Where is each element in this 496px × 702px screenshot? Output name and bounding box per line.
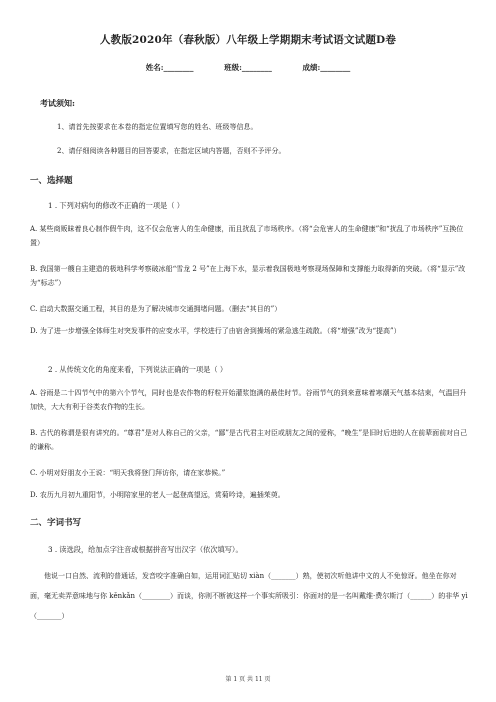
notice-heading: 考试须知:	[40, 98, 75, 108]
page-footer: 第 1 页 共 11 页	[225, 676, 271, 683]
section-heading-choice: 一、选择题	[30, 176, 73, 186]
class-field[interactable]: 班级:________	[224, 63, 272, 72]
question-3-passage: 他说一口自然、流利的普通话，发音咬字准确自如，运用词汇贴切 xiàn（_______）熟，使初次听他讲中文的人不免惊讶。他坐在你对面，毫无卖弄意味地与你 kěnkǎn（________）而谈，你则不断被这样一个事实所吸引：你面对的是一名叫戴维·费尔斯汀（______）的非华 yì（_______）	[30, 572, 468, 620]
notice-item: 2、请仔细阅读各种题目的回答要求，在指定区域内答题，否则不予评分。	[57, 147, 286, 155]
question-1-option-b: B. 我国第一艘自主建造的极地科学考察破冰船“雪龙 2 号”在上海下水，显示着我国极地考察现场保障和支撑能力取得新的突破。（将“显示”改为“标志”）	[30, 265, 466, 287]
question-1-stem: 1 . 下列对病句的修改不正确的一项是（ ）	[48, 201, 184, 210]
question-3-stem: 3 . 读选段，给加点字注音或根据拼音写出汉字（依次填写）。	[48, 545, 243, 554]
question-2-option-d: D. 农历九月初九重阳节，小明陪家里的老人一起登高望远，赏菊吟诗，遍插茱萸。	[30, 491, 285, 499]
question-1-option-a: A. 某些商贩昧着良心制作假牛肉，这不仅会危害人的生命健康，而且扰乱了市场秩序。（将“会危害人的生命健康”和“扰乱了市场秩序”互换位置）	[30, 225, 464, 247]
score-field[interactable]: 成绩:________	[302, 63, 351, 72]
question-2-option-c: C. 小明对好朋友小王说：“明天我将登门拜访你，请在家恭候。”	[30, 469, 226, 477]
question-2-stem: 2 . 从传统文化的角度来看，下列说法正确的一项是（ ）	[48, 365, 228, 374]
page-title: 人教版2020年（春秋版）八年级上学期期末考试语文试题D卷	[99, 34, 397, 46]
question-2-option-a: A. 谷雨是二十四节气中的第六个节气，同时也是农作物的籽粒开始灌浆饱满的最佳时节。谷雨节气的到来意味着寒潮天气基本结束，气温回升加快，大大有利于谷类农作物的生长。	[30, 389, 467, 411]
question-1-option-d: D. 为了进一步增强全体师生对突发事件的应变水平，学校进行了由宿舍到操场的紧急逃生疏散。（将“增强”改为“提高”）	[30, 327, 401, 335]
question-2-option-b: B. 古代的称谓是很有讲究的。“尊君”是对人称自己的父亲，“鄙”是古代君主对臣或朋友之间的爱称，“晚生”是旧时后进的人在前辈面前对自己的谦称。	[30, 429, 468, 451]
question-1-option-c: C. 启动大数据交通工程，其目的是为了解决城市交通拥堵问题。（删去“其目的”）	[30, 305, 282, 313]
name-field[interactable]: 姓名:________	[145, 63, 194, 72]
notice-item: 1、请首先按要求在本卷的指定位置填写您的姓名、班级等信息。	[57, 123, 258, 131]
section-heading-writing: 二、字词书写	[30, 518, 82, 528]
student-info-row	[0, 62, 496, 73]
